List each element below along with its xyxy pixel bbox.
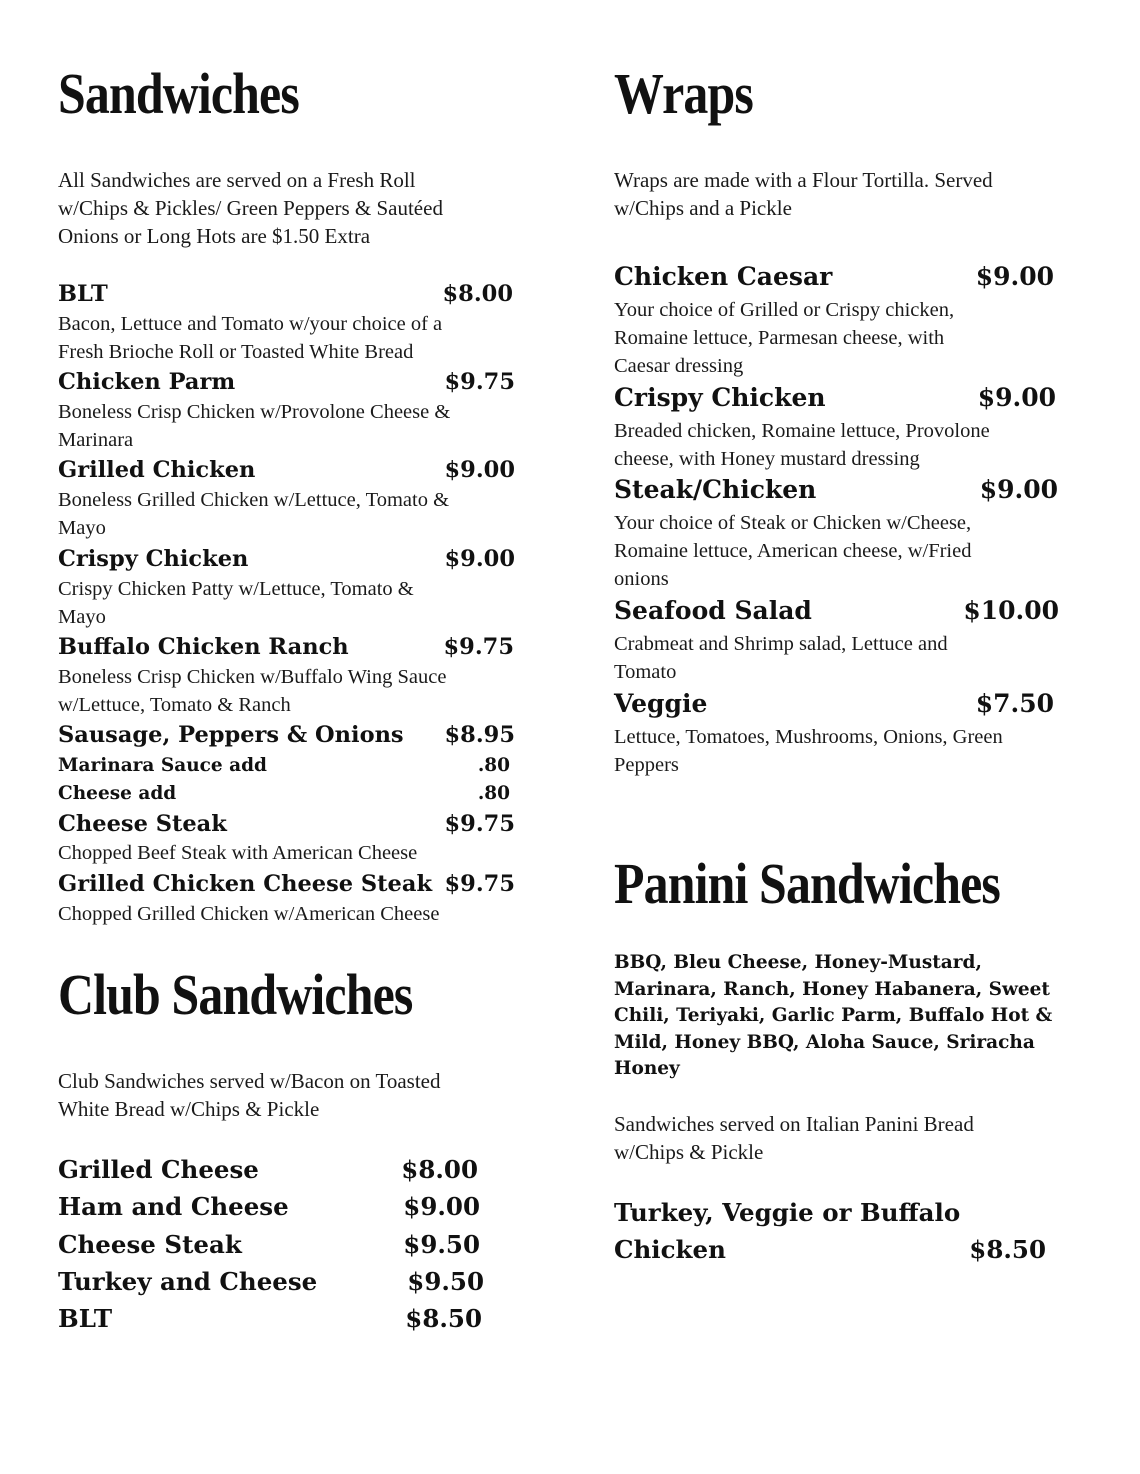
item-price: $9.00: [444, 457, 515, 483]
item-description: [58, 398, 450, 454]
item-price: $9.00: [403, 1192, 480, 1221]
item-description: [614, 417, 990, 473]
menu-item-blt: [58, 279, 513, 309]
wrap-item-chicken-caesar: [614, 261, 1054, 293]
menu-item-grilled-chicken-cheese-steak: [58, 869, 515, 899]
item-name: Chicken Caesar: [614, 262, 833, 291]
description-line: Bacon, Lettuce and Tomato w/your choice of a: [58, 313, 443, 335]
description-line: Tomato: [614, 661, 677, 683]
item-name: Crispy Chicken: [58, 546, 249, 572]
description-line: Marinara: [58, 429, 134, 451]
menu-item-grilled-chicken: [58, 455, 515, 485]
club-item-blt: [58, 1300, 482, 1337]
item-name: Cheese Steak: [58, 1230, 242, 1259]
club-item-turkey-and-cheese: [58, 1263, 484, 1300]
sauces-line: Chili, Teriyaki, Garlic Parm, Buffalo Hot &: [614, 1005, 1053, 1026]
item-name: Buffalo Chicken Ranch: [58, 634, 349, 660]
addon-price: .80: [477, 783, 510, 804]
item-name: Turkey, Veggie or Buffalo: [614, 1198, 961, 1227]
description-line: Caesar dressing: [614, 355, 744, 377]
description-line: Chopped Grilled Chicken w/American Cheese: [58, 903, 440, 925]
description-line: Boneless Crisp Chicken w/Buffalo Wing Sauce: [58, 666, 447, 688]
sandwiches-intro: [58, 166, 443, 250]
panini-sandwiches-title: Panini Sandwiches: [614, 851, 1000, 916]
item-name: Sausage, Peppers & Onions: [58, 722, 404, 748]
menu-item-cheese-steak: [58, 809, 515, 839]
menu-item-crispy-chicken: [58, 544, 515, 574]
description-line: Romaine lettuce, Parmesan cheese, with: [614, 327, 945, 349]
description-line: Crabmeat and Shrimp salad, Lettuce and: [614, 633, 948, 655]
item-description: [58, 575, 414, 631]
item-price: $9.50: [407, 1267, 484, 1296]
item-price: $9.00: [979, 475, 1058, 504]
description-line: Fresh Brioche Roll or Toasted White Bread: [58, 341, 414, 363]
description-line: Crispy Chicken Patty w/Lettuce, Tomato &: [58, 578, 414, 600]
item-name: Grilled Chicken: [58, 457, 256, 483]
club-item-ham-and-cheese: [58, 1188, 480, 1225]
item-price: $9.75: [444, 369, 515, 395]
addon-marinara-sauce: [58, 752, 510, 779]
sauces-line: Honey: [614, 1058, 680, 1079]
item-description: [614, 630, 948, 686]
club-item-cheese-steak: [58, 1226, 480, 1263]
sandwiches-title: Sandwiches: [58, 61, 299, 126]
item-description: [58, 486, 449, 542]
item-description: [614, 296, 954, 380]
item-name: Crispy Chicken: [614, 383, 826, 412]
intro-line: Club Sandwiches served w/Bacon on Toasted: [58, 1069, 441, 1093]
intro-line: All Sandwiches are served on a Fresh Roll: [58, 168, 416, 192]
intro-line: w/Chips & Pickle: [614, 1140, 764, 1164]
club-sandwiches-title: Club Sandwiches: [58, 962, 413, 1027]
panini-sauces-list: [614, 950, 1052, 1083]
wrap-item-veggie: [614, 688, 1054, 720]
item-name: Turkey and Cheese: [58, 1267, 318, 1296]
item-price: $8.00: [401, 1155, 478, 1184]
intro-line: Wraps are made with a Flour Tortilla. Served: [614, 168, 993, 192]
description-line: Mayo: [58, 517, 106, 539]
description-line: w/Lettuce, Tomato & Ranch: [58, 694, 291, 716]
item-name: Veggie: [614, 689, 708, 718]
description-line: Breaded chicken, Romaine lettuce, Provolone: [614, 420, 990, 442]
description-line: cheese, with Honey mustard dressing: [614, 448, 920, 470]
menu-item-chicken-parm: [58, 367, 515, 397]
item-price: $9.50: [403, 1230, 480, 1259]
item-price: $7.50: [975, 689, 1054, 718]
description-line: Your choice of Grilled or Crispy chicken,: [614, 299, 955, 321]
wrap-item-seafood-salad: [614, 595, 1059, 627]
sauces-line: Mild, Honey BBQ, Aloha Sauce, Sriracha: [614, 1031, 1035, 1053]
item-price: $8.95: [444, 722, 515, 748]
item-price: $8.00: [442, 281, 513, 307]
item-name: Chicken: [614, 1235, 726, 1264]
wraps-title: Wraps: [614, 61, 753, 126]
panini-item-name-line1: [614, 1194, 1054, 1231]
item-name: Seafood Salad: [614, 596, 812, 625]
item-name: BLT: [58, 1304, 113, 1333]
wraps-intro: [614, 166, 993, 222]
item-description: [614, 509, 971, 593]
item-price: $10.00: [963, 596, 1059, 625]
panini-item-turkey-veggie-buffalo-chicken: [614, 1231, 1046, 1268]
description-line: Your choice of Steak or Chicken w/Cheese,: [614, 512, 972, 534]
item-price: $8.50: [405, 1304, 482, 1333]
description-line: Chopped Beef Steak with American Cheese: [58, 842, 418, 864]
item-description: [58, 839, 417, 867]
menu-item-sausage-peppers-onions: [58, 720, 515, 750]
description-line: Romaine lettuce, American cheese, w/Fried: [614, 540, 972, 562]
item-price: $9.75: [444, 871, 515, 897]
item-name: Chicken Parm: [58, 369, 236, 395]
item-name: Grilled Cheese: [58, 1155, 259, 1184]
item-name: Cheese Steak: [58, 811, 227, 837]
intro-line: Sandwiches served on Italian Panini Bread: [614, 1112, 974, 1136]
club-intro: [58, 1067, 441, 1123]
description-line: Boneless Grilled Chicken w/Lettuce, Tomato &: [58, 489, 450, 511]
item-price: $9.00: [977, 383, 1056, 412]
intro-line: w/Chips and a Pickle: [614, 196, 792, 220]
intro-line: w/Chips & Pickles/ Green Peppers & Sautéed: [58, 196, 443, 220]
item-name: Ham and Cheese: [58, 1192, 289, 1221]
sauces-line: BBQ, Bleu Cheese, Honey-Mustard,: [614, 952, 982, 973]
menu-item-buffalo-chicken-ranch: [58, 632, 514, 662]
addon-name: Cheese add: [58, 783, 177, 804]
description-line: Boneless Crisp Chicken w/Provolone Cheese &: [58, 401, 451, 423]
panini-intro: [614, 1110, 974, 1166]
wrap-item-crispy-chicken: [614, 382, 1056, 414]
wrap-item-steak-chicken: [614, 474, 1058, 506]
item-description: [614, 723, 1003, 779]
club-item-grilled-cheese: [58, 1151, 478, 1188]
description-line: Lettuce, Tomatoes, Mushrooms, Onions, Green: [614, 726, 1003, 748]
description-line: onions: [614, 568, 669, 590]
description-line: Peppers: [614, 754, 679, 776]
item-price: $8.50: [969, 1235, 1046, 1264]
item-name: Steak/Chicken: [614, 475, 817, 504]
item-description: [58, 900, 439, 928]
sauces-line: Marinara, Ranch, Honey Habanera, Sweet: [614, 978, 1050, 1000]
item-description: [58, 310, 442, 366]
item-price: $9.75: [444, 811, 515, 837]
addon-name: Marinara Sauce add: [58, 755, 267, 776]
item-price: $9.00: [444, 546, 515, 572]
item-price: $9.00: [975, 262, 1054, 291]
intro-line: White Bread w/Chips & Pickle: [58, 1097, 320, 1121]
addon-cheese: [58, 780, 510, 807]
item-name: Grilled Chicken Cheese Steak: [58, 871, 433, 897]
addon-price: .80: [477, 755, 510, 776]
item-description: [58, 663, 446, 719]
item-price: $9.75: [443, 634, 514, 660]
intro-line: Onions or Long Hots are $1.50 Extra: [58, 224, 371, 248]
item-name: BLT: [58, 281, 108, 307]
description-line: Mayo: [58, 606, 106, 628]
